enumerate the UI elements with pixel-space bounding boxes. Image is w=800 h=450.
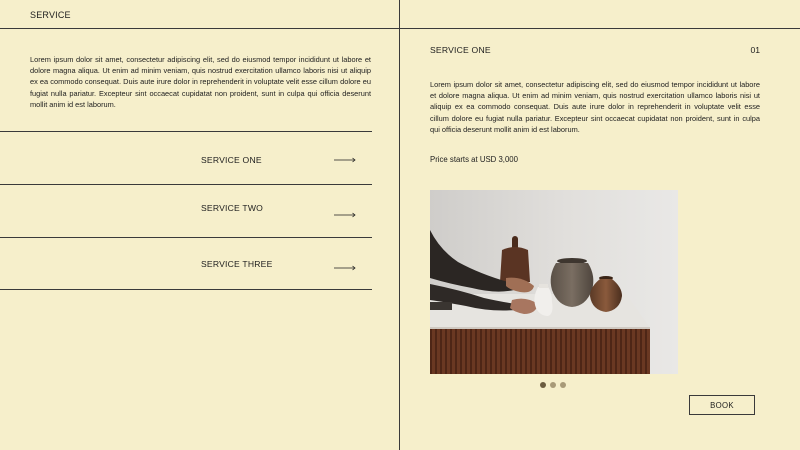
arrow-right-icon [334,157,356,163]
arrow-right-icon [334,212,356,218]
service-item-label: SERVICE ONE [201,155,262,165]
service-item-one[interactable] [0,132,372,184]
header-divider [0,28,800,29]
service-item-two[interactable] [0,185,372,237]
carousel-dot-3[interactable] [560,382,566,388]
carousel-dot-2[interactable] [550,382,556,388]
service-photo [430,190,678,374]
carousel-dot-1[interactable] [540,382,546,388]
service-item-label: SERVICE TWO [201,203,264,213]
carousel-indicators [540,382,566,388]
page-title: SERVICE [30,10,71,20]
book-button[interactable]: BOOK [689,395,755,415]
service-detail-description: Lorem ipsum dolor sit amet, consectetur adipiscing elit, sed do eiusmod tempor incididunt ut labore et dolore magna aliqua. Ut enim ad minim veniam, quis nostrud exercitation ullamco laboris nisi ut aliquip ex ea commodo consequat. Duis aute irure dolor in reprehenderit in voluptate velit esse cillum dolore eu fugiat nulla pariatur. Excepteur sint occaecat cupidatat non proident, sunt in culpa qui officia deserunt mollit anim id est laborum. [430,80,760,134]
price-text: Price starts at USD 3,000 [430,155,518,164]
service-detail-title: SERVICE ONE [430,45,491,55]
intro-text: Lorem ipsum dolor sit amet, consectetur adipiscing elit, sed do eiusmod tempor incididunt ut labore et dolore magna aliqua. Ut enim ad minim veniam, quis nostrud exercitation ullamco laboris nisi ut aliquip ex ea commodo consequat. Duis aute irure dolor in reprehenderit in voluptate velit esse cillum dolore eu fugiat nulla pariatur. Excepteur sint occaecat cupidatat non proident, sunt in culpa qui officia deserunt mollit anim id est laborum. [30,55,371,109]
service-divider [0,289,372,290]
service-detail-number: 01 [750,45,760,55]
service-item-label: SERVICE THREE [201,259,273,269]
column-divider [399,0,400,450]
service-item-three[interactable] [0,238,372,290]
arrow-right-icon [334,265,356,271]
